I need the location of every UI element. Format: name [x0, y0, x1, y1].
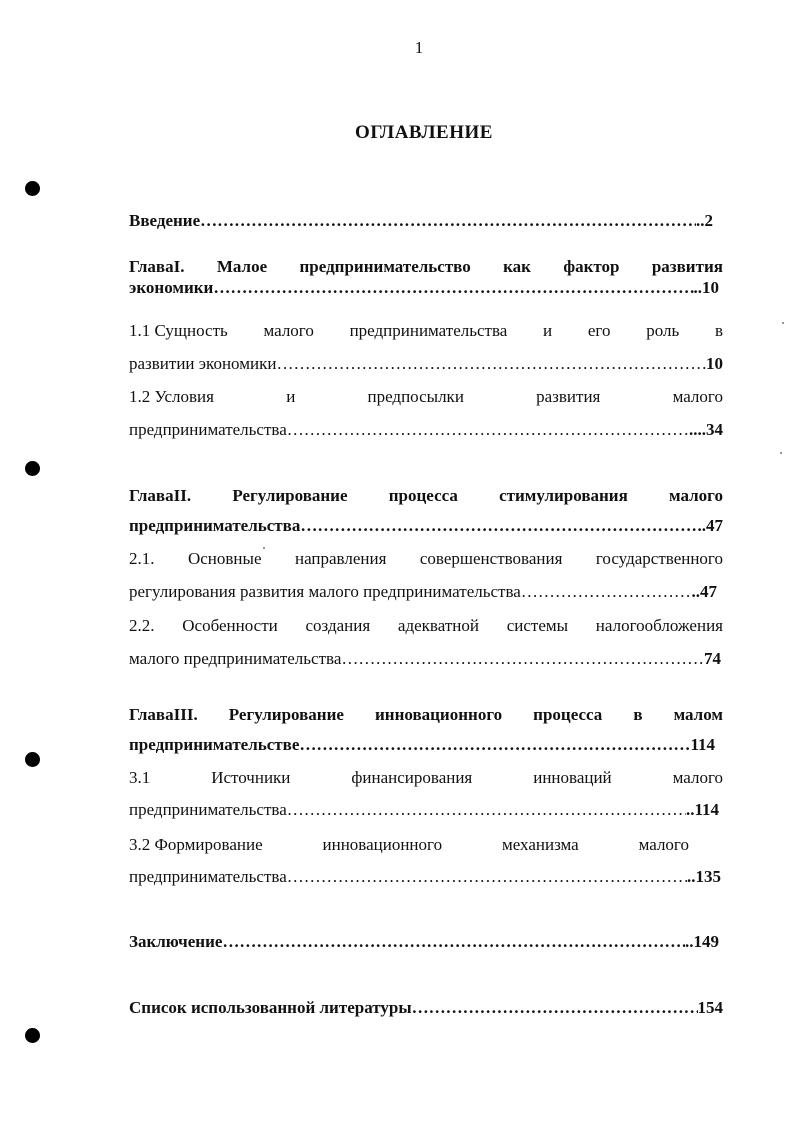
toc-1-2[interactable]	[129, 386, 723, 408]
toc-ch1-heading[interactable]	[129, 256, 723, 278]
toc-intro-page: ..2	[696, 211, 713, 230]
word: как	[503, 257, 531, 276]
word: процесса	[533, 705, 603, 724]
word: малого	[638, 835, 689, 854]
toc-label: предпринимательстве	[129, 735, 300, 754]
toc-3-1-cont[interactable]	[129, 799, 719, 821]
toc-ch3-heading-cont[interactable]	[129, 734, 715, 756]
leader-dots	[287, 419, 689, 441]
word: малого	[672, 387, 723, 406]
word: в	[714, 321, 723, 340]
toc-1-1[interactable]	[129, 320, 723, 342]
word: 2.1.	[129, 549, 155, 568]
word: малого	[672, 768, 723, 787]
word: развития	[536, 387, 601, 406]
word: системы	[506, 616, 569, 635]
word: ГлаваI.	[129, 257, 185, 276]
scan-speck	[780, 452, 782, 454]
binding-hole-2	[25, 461, 40, 476]
word: малом	[673, 705, 723, 724]
word: механизма	[501, 835, 579, 854]
toc-3-2-cont[interactable]	[129, 866, 721, 888]
toc-label: Список использованной литературы	[129, 998, 412, 1017]
binding-hole-1	[25, 181, 40, 196]
toc-page: ..114	[685, 800, 719, 819]
word: инноваций	[533, 768, 612, 787]
word: предпринимательство	[299, 257, 471, 276]
word: ГлаваII.	[129, 486, 192, 505]
word: стимулирования	[499, 486, 628, 505]
leader-dots	[412, 997, 698, 1019]
word: инновационного	[375, 705, 503, 724]
leader-dots	[222, 931, 685, 953]
word: Основные	[187, 549, 262, 568]
binding-hole-4	[25, 1028, 40, 1043]
toc-ch1-heading-cont[interactable]	[129, 277, 719, 299]
page-number: 1	[414, 38, 424, 57]
word: Регулирование	[228, 705, 344, 724]
word: Регулирование	[232, 486, 348, 505]
toc-1-1-cont[interactable]	[129, 353, 723, 375]
toc-intro-label: Введение	[129, 211, 201, 230]
word: малого	[263, 321, 314, 340]
toc-page: 154	[697, 998, 723, 1017]
toc-ch2-heading-cont[interactable]	[129, 515, 723, 537]
word: фактор	[563, 257, 620, 276]
toc-page: ..149	[685, 932, 719, 951]
toc-label: Заключение	[129, 932, 223, 951]
toc-references[interactable]	[129, 997, 723, 1019]
toc-ch2-heading[interactable]	[129, 485, 723, 507]
leader-dots	[213, 277, 693, 299]
word: налогообложения	[595, 616, 723, 635]
leader-dots	[276, 353, 706, 375]
word: совершенствования	[419, 549, 563, 568]
toc-label: предпринимательства	[129, 516, 301, 535]
toc-conclusion[interactable]	[129, 931, 719, 953]
toc-2-1[interactable]	[129, 548, 723, 570]
leader-dots	[300, 515, 697, 537]
leader-dots	[287, 866, 687, 888]
word: 3.1	[129, 768, 151, 787]
leader-dots	[521, 581, 692, 603]
toc-ch3-heading[interactable]	[129, 704, 723, 726]
leader-dots	[287, 799, 686, 821]
word: создания	[305, 616, 371, 635]
toc-label: предпринимательства	[129, 800, 287, 819]
word: инновационного	[322, 835, 443, 854]
toc-page: 114	[690, 735, 715, 754]
word: направления	[294, 549, 387, 568]
word: Малое	[216, 257, 268, 276]
toc-page: ..47	[691, 582, 717, 601]
word: развития	[651, 257, 723, 276]
toc-3-1[interactable]	[129, 767, 723, 789]
word: 1.1 Сущность	[129, 321, 228, 340]
binding-hole-3	[25, 752, 40, 767]
word: государственного	[595, 549, 723, 568]
word: Особенности	[182, 616, 278, 635]
toc-intro[interactable]	[129, 210, 713, 232]
toc-1-2-cont[interactable]	[129, 419, 723, 441]
toc-page: ....34	[689, 420, 723, 439]
word: адекватной	[397, 616, 479, 635]
word: Источники	[211, 768, 291, 787]
leader-dots	[341, 648, 704, 670]
toc-page: 10	[706, 354, 723, 373]
word: в	[633, 705, 643, 724]
word: процесса	[388, 486, 458, 505]
scan-speck	[782, 322, 784, 324]
toc-label: предпринимательства	[129, 867, 287, 886]
toc-label: малого предпринимательства	[129, 649, 342, 668]
word: и	[286, 387, 296, 406]
word: и	[543, 321, 553, 340]
word: роль	[646, 321, 680, 340]
word: его	[587, 321, 611, 340]
word: 1.2 Условия	[129, 387, 214, 406]
word: предпринимательства	[349, 321, 508, 340]
word: предпосылки	[367, 387, 464, 406]
toc-label: регулирования развития малого предпринимательства	[129, 582, 521, 601]
toc-page: ..47	[697, 516, 723, 535]
word: малого	[669, 486, 723, 505]
leader-dots	[299, 734, 690, 756]
word: 3.2 Формирование	[129, 835, 263, 854]
toc-2-2-cont[interactable]	[129, 648, 721, 670]
word: ГлаваIII.	[129, 705, 198, 724]
toc-label: предпринимательства	[129, 420, 287, 439]
toc-2-2[interactable]	[129, 615, 723, 637]
word: 2.2.	[129, 616, 155, 635]
toc-3-2[interactable]	[129, 834, 689, 856]
document-title: ОГЛАВЛЕНИЕ	[355, 122, 493, 143]
toc-page: ..10	[693, 278, 719, 297]
word: финансирования	[351, 768, 473, 787]
toc-2-1-cont[interactable]	[129, 581, 717, 603]
leader-dots	[200, 210, 696, 232]
toc-page: ..135	[687, 867, 721, 886]
toc-label: развитии экономики	[129, 354, 277, 373]
toc-page: 74	[704, 649, 721, 668]
toc-label: экономики	[129, 278, 214, 297]
